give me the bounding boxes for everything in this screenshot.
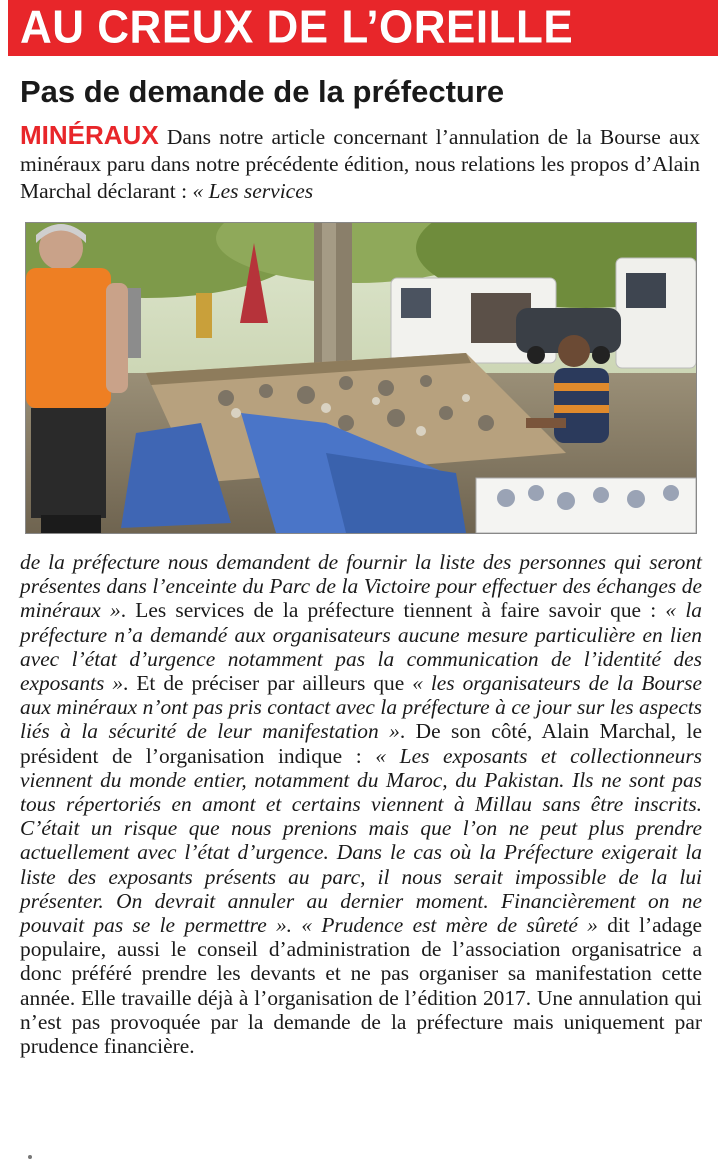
intro-text: Dans notre article concernant l’annulation de la Bourse aux minéraux paru dans notre précédente édition, nous relations les propos d’Alain Marchal déclarant :: [20, 125, 700, 203]
quote-prefecture-request: de la préfecture nous demandent de fournir la liste des personnes qui seront présentes dans l’enceinte du Parc de la Victoire pour effectuer des échanges de minéraux »: [20, 550, 702, 623]
article-photo: [25, 222, 697, 534]
quote-organisers-contact: « les organisateurs de la Bourse aux minéraux n’ont pas pris contact avec la préfecture à ce jour sur les aspects liés à la sécurité de leur manifestation »: [20, 671, 702, 744]
article-body: [20, 550, 702, 1058]
intro-quote: « Les services: [192, 179, 314, 203]
quote-president: « Les exposants et collectionneurs viennent du monde entier, notamment du Maroc, du Pakistan. Ils ne sont pas tous répertoriés en amont et certains viennent à Millau sans être inscrits. C’était un risque que nous prenions mais que l’on ne peut plus prendre actuellement avec l’état d’urgence. Dans le cas où la Préfecture exigerait la liste des exposants présents au parc, il nous serait impossible de la lui présenter. On devrait annuler au dernier moment. Financièrement on ne pouvait pas se le permettre ».: [20, 743, 702, 938]
article-headline: Pas de demande de la préfecture: [20, 74, 505, 109]
section-title: AU CREUX DE L’OREILLE: [20, 1, 574, 54]
mineral-market-photo: [26, 223, 696, 533]
print-speck: [28, 1155, 32, 1159]
body-text-2: . Et de préciser par ailleurs que: [123, 671, 413, 696]
quote-proverb: « Prudence est mère de sûreté »: [301, 913, 598, 938]
body-paragraph: [20, 550, 702, 1058]
body-text-1: . Les services de la préfecture tiennent à faire savoir que :: [120, 598, 666, 623]
article-kicker: MINÉRAUX: [20, 120, 159, 150]
body-text-4: dit l’adage populaire, aussi le conseil d’administration de l’association organisatrice a donc préféré prendre les devants et ne pas organiser sa manifestation cette année. Elle travaille déjà à l’organisation de l’édition 2017. Une annulation qui n’est pas provoquée par la demande de la préfecture mais uniquement par prudence financière.: [20, 913, 703, 1059]
section-banner: [8, 0, 718, 56]
body-text-3: . De son côté, Alain Marchal, le président de l’organisation indique :: [20, 719, 702, 768]
article-intro: [20, 122, 700, 205]
quote-prefecture-response: « la préfecture n’a demandé aux organisateurs aucune mesure particulière en lien avec l’état d’urgence notamment pas la communication de l’identité des exposants »: [20, 598, 702, 696]
